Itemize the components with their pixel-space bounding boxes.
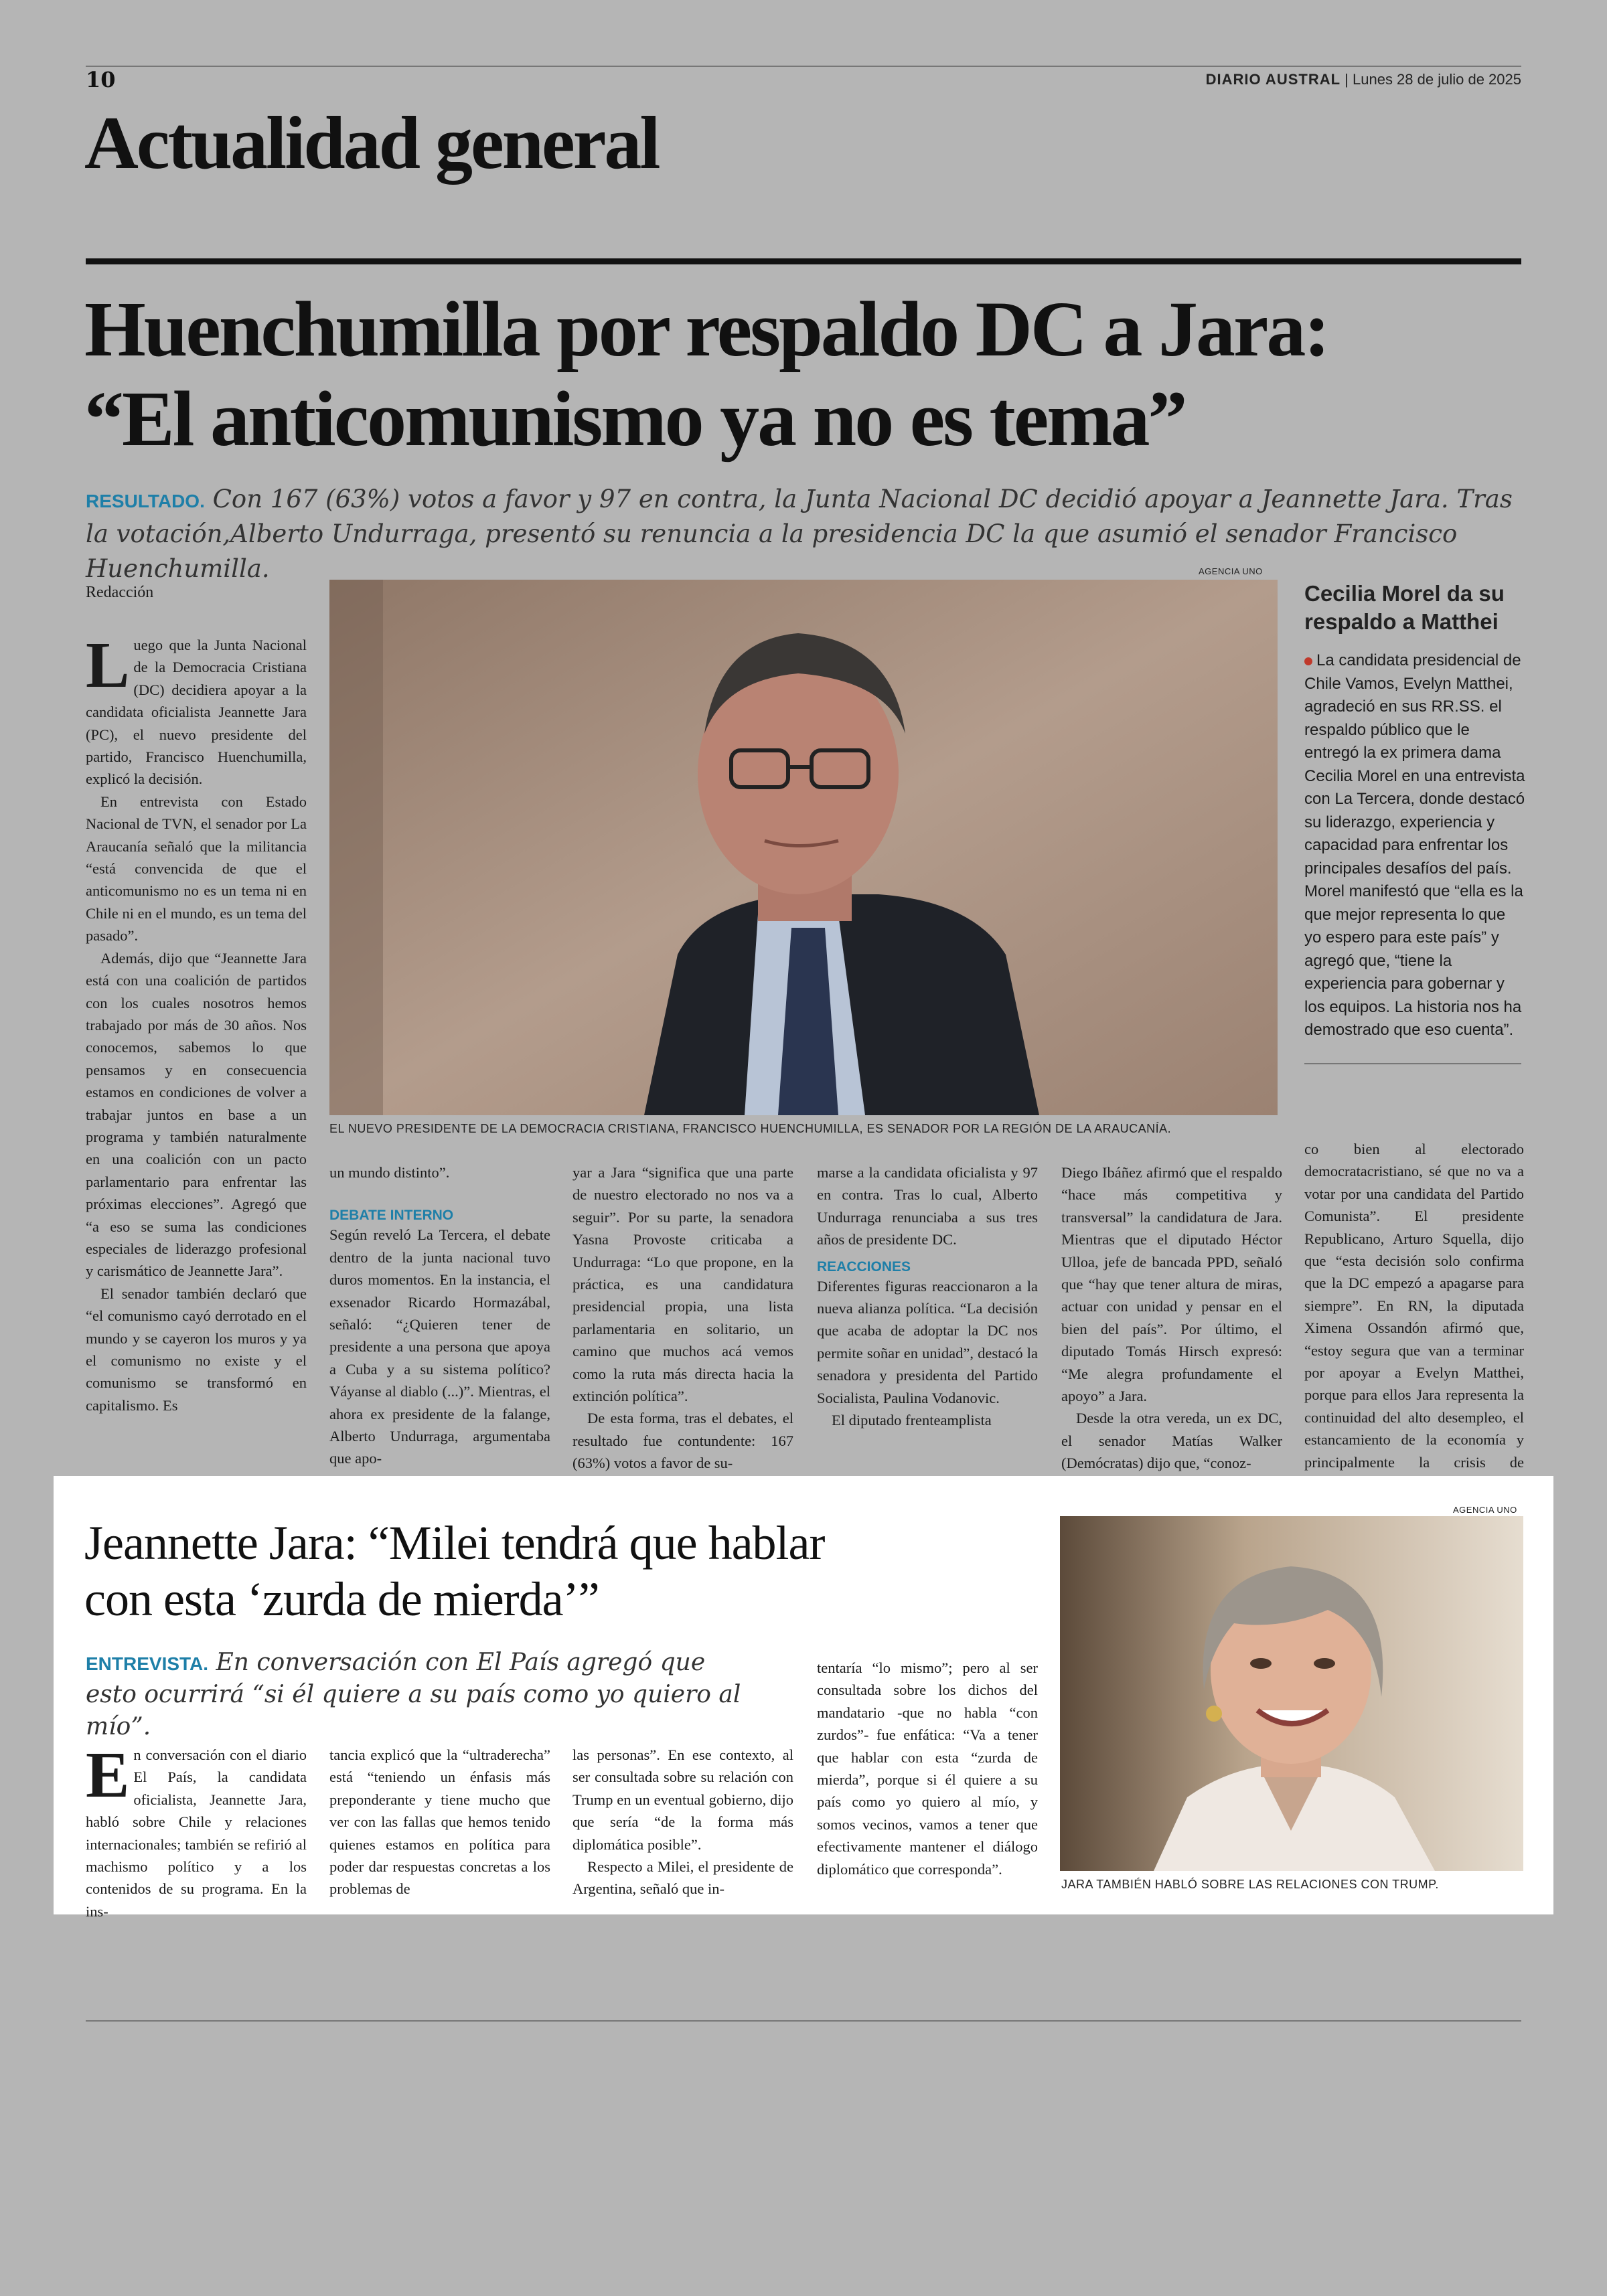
main-col2-start: un mundo distinto”. (329, 1164, 450, 1181)
interview-headline-line2: con esta ‘zurda de mierda’” (84, 1572, 599, 1626)
section-rule (86, 258, 1521, 264)
interview-column-3 (572, 1744, 793, 1900)
main-photo-caption: EL NUEVO PRESIDENTE DE LA DEMOCRACIA CRISTIANA, FRANCISCO HUENCHUMILLA, ES SENADOR POR LA REGIÓN DE LA ARAUCANÍA. (329, 1122, 1172, 1135)
main-headline (84, 284, 1531, 464)
interview-headline-line1: Jeannette Jara: “Milei tendrá que hablar (84, 1516, 825, 1570)
interview-col3-p1: las personas”. En ese contexto, al ser consultada sobre su relación con Trump en un eventual gobierno, dijo que sería “de la forma más diplomática posible”. (572, 1746, 793, 1853)
main-photo (329, 580, 1278, 1115)
main-col1-p3: Además, dijo que “Jeannette Jara está con una coalición de partidos con los cuales nosotros hemos trabajado por más de 30 años. Nos conocemos, sabemos lo que pensamos y en consecuencia estamos en condiciones de volver a trabajar juntos en base a un programa y también naturalmente en una coalición con un pacto parlamentario para enfrentar las próximas elecciones”. Agregó que “a eso se suma las condiciones especiales de liderazgo profesional y carismático de Jeannette Jara”. (86, 949, 307, 1280)
subhead-reacciones: REACCIONES (817, 1258, 911, 1275)
bottom-rule (86, 2020, 1521, 2022)
subhead-debate-interno: DEBATE INTERNO (329, 1208, 454, 1224)
main-col1-p2: En entrevista con Estado Nacional de TVN, el senador por La Araucanía señaló que la militancia “está convencida de que el anticomunismo no es un tema ni en Chile ni en el mundo, es un tema del pasado”. (86, 793, 307, 945)
interview-lede (86, 1647, 755, 1743)
main-lede (86, 482, 1525, 586)
main-col4-start: marse a la candidata oficialista y 97 en contra. Tras lo cual, Alberto Undurraga renunciaba a sus tres años de presidente DC. (817, 1164, 1038, 1248)
byline: Redacción (86, 584, 154, 601)
interview-kicker: ENTREVISTA. (86, 1653, 209, 1674)
interview-headline (84, 1515, 1035, 1627)
interview-lede-text: En conversación con El País agregó que esto ocurrirá “si él quiere a su país como yo quiero al mío”. (86, 1649, 741, 1740)
paper-name: DIARIO AUSTRAL (1205, 71, 1341, 88)
main-column-3 (572, 1161, 793, 1475)
main-column-2 (329, 1161, 550, 1470)
main-headline-line1: Huenchumilla por respaldo DC a Jara: (84, 285, 1328, 373)
main-kicker: RESULTADO. (86, 491, 205, 511)
interview-col2-text: tancia explicó que la “ultraderecha” está “teniendo un énfasis más preponderante y tiene mucho que ver con las fallas que hemos tenido quienes estamos en política para poder dar respuestas concretas a los problemas de (329, 1746, 550, 1898)
main-col5-p1: Diego Ibáñez afirmó que el respaldo “hace más competitiva y transversal” la candidatura de Jara. Mientras que el diputado Héctor Ulloa, jefe de bancada PPD, señaló que “hay que tener altura de miras, actuar con unidad y pensar en el bien del país”. Por último, el diputado Tomás Hirsch expresó: “Me alegra profundamente el apoyo” a Jara. (1061, 1164, 1282, 1405)
main-col4-p1: Diferentes figuras reaccionaron a la nueva alianza política. “La decisión que acaba de adoptar la DC nos permite soñar en unidad”, destacó la senadora y presidenta del Partido Socialista, Paulina Vodanovic. (817, 1277, 1038, 1406)
interview-column-1 (86, 1739, 307, 1922)
man-portrait-illustration (329, 580, 1278, 1115)
main-col3-p2: De esta forma, tras el debates, el resultado fue contundente: 167 (63%) votos a favor de su- (572, 1410, 793, 1472)
woman-portrait-illustration (1060, 1516, 1523, 1871)
main-col1-p4: El senador también declaró que “el comunismo cayó derrotado en el mundo y se cayeron los muros y ya el comunismo no existe y el comunismo se transformó en capitalismo. Es (86, 1285, 307, 1414)
section-title: Actualidad general (84, 102, 659, 185)
main-column-6 (1304, 1138, 1524, 1518)
sidebar-divider (1304, 1063, 1521, 1064)
sidebar-title: Cecilia Morel da su respaldo a Matthei (1304, 581, 1505, 634)
interview-col4-text: tentaría “lo mismo”; pero al ser consultada sobre los dichos del mandatario -que no habla “con zurdos”- fue enfática: “Va a tener que hablar con esta “zurda de mierda”, porque si él quiere a su país como yo quiero al mío, y somos vecinos, vamos a tener que efectivamente mantener el diálogo diplomático que corresponda”. (817, 1659, 1038, 1878)
page-number: 10 (86, 67, 116, 92)
main-dropcap: L (86, 629, 130, 702)
sidebar-text: La candidata presidencial de Chile Vamos, Evelyn Matthei, agradeció en sus RR.SS. el respaldo público que le entregó la ex primera dama Cecilia Morel en una entrevista con La Tercera, donde destacó su liderazgo, experiencia y capacidad para enfrentar los principales desafíos del país. Morel manifestó que “ella es la que mejor representa lo que yo espero para este país” y agregó que, “tiene la experiencia para gobernar y los equipos. La historia nos ha demostrado que eso cuenta”. (1304, 651, 1525, 1039)
masthead (1206, 71, 1521, 88)
sidebar-body (1304, 649, 1525, 1042)
main-column-4 (817, 1161, 1038, 1431)
main-photo-credit: AGENCIA UNO (1199, 566, 1263, 576)
main-col4-p2: El diputado frenteamplista (832, 1412, 992, 1429)
interview-dropcap: E (86, 1739, 130, 1811)
main-col6-text: co bien al electorado democratacristiano, sé que no va a votar por una candidata del Partido Comunista”. El presidente Republicano, Arturo Squella, dijo que “esta decisión solo confirma que la DC empezó a apagarse para siempre”. En RN, la diputada Ximena Ossandón afirmó que, “estoy segura que van a terminar por apoyar a Evelyn Matthei, porque para ellos Jara representa la continuidad del alto desempleo, el estancamiento de la economía y principalmente la crisis de (1304, 1141, 1524, 1471)
top-rule (86, 66, 1521, 67)
main-col3-p1: yar a Jara “significa que una parte de nuestro electorado no nos va a seguir”. Por su parte, la senadora Yasna Provoste criticaba a Undurraga: “Lo que propone, en la práctica, es una candidatura presidencial propia, una lista parlamentaria en solitario, un camino que muchos acá vemos como la ruta más directa hacia la extinción política”. (572, 1164, 793, 1405)
interview-col1-text: n conversación con el diario El País, la candidata oficialista, Jeannette Jara, habló sobre Chile y relaciones internacionales; también se refirió al machismo político y a los contenidos de su programa. En la ins- (86, 1746, 307, 1920)
issue-date: | Lunes 28 de julio de 2025 (1345, 71, 1521, 88)
interview-photo-credit: AGENCIA UNO (1453, 1505, 1517, 1515)
interview-photo (1060, 1516, 1523, 1871)
main-col1-p1: uego que la Junta Nacional de la Democracia Cristiana (DC) decidiera apoyar a la candidata oficialista Jeannette Jara (PC), el nuevo presidente del partido, Francisco Huenchumilla, explicó la decisión. (86, 637, 307, 788)
interview-column-4 (817, 1657, 1038, 1880)
main-col2-text: Según reveló La Tercera, el debate dentro de la junta nacional tuvo duros momentos. En la instancia, el exsenador Ricardo Hormazábal, señaló: “¿Quieren tener de presidente a una persona que apoya a Cuba y a su sistema político? Váyanse al diablo (...)”. Mientras, el ahora ex presidente de la falange, Alberto Undurraga, argumentaba que apo- (329, 1226, 550, 1467)
main-column-1 (86, 584, 307, 1416)
interview-photo-caption: JARA TAMBIÉN HABLÓ SOBRE LAS RELACIONES CON TRUMP. (1061, 1878, 1439, 1891)
interview-column-2 (329, 1744, 550, 1900)
main-headline-line2: “El anticomunismo ya no es tema” (84, 375, 1186, 463)
main-col5-p2: Desde la otra vereda, un ex DC, el senador Matías Walker (Demócratas) dijo que, “conoz- (1061, 1410, 1282, 1472)
sidebar-bullet-icon (1304, 657, 1312, 665)
main-column-5 (1061, 1161, 1282, 1475)
main-lede-text: Con 167 (63%) votos a favor y 97 en contra, la Junta Nacional DC decidió apoyar a Jeannette Jara. Tras la votación,Alberto Undurraga, presentó su renuncia a la presidencia DC la que asumió el senador Francisco Huenchumilla. (86, 485, 1513, 583)
interview-col3-p2: Respecto a Milei, el presidente de Argentina, señaló que in- (572, 1858, 793, 1898)
